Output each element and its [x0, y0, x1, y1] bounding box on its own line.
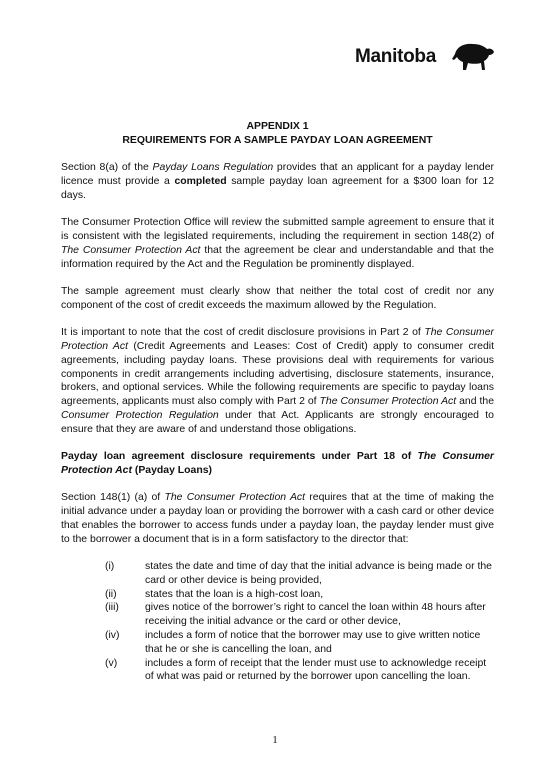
paragraph-section-148: Section 148(1) (a) of The Consumer Protection Act requires that at the time of making the initial advance under a payday loan or providing the borrower with a cash card or other device that enables the borrower to access funds under a payday loan, the payday lender must give to the borrower a document that is in a form satisfactory to the director that:	[61, 492, 494, 545]
paragraph-review: The Consumer Protection Office will review the submitted sample agreement to ensure that it is consistent with the legislated requirements, including the requirement in section 148(2) of The Consumer Protection Act that the agreement be clear and understandable and that the information required by the Act and the Regulation be prominently displayed.	[61, 217, 494, 270]
list-item: (v) includes a form of receipt that the lender must use to acknowledge receipt of what was paid or returned by the borrower upon cancelling the loan.	[105, 657, 487, 683]
list-item: (i) states the date and time of day that the initial advance is being made or the card or other device is being provided,	[105, 561, 492, 586]
bison-icon	[451, 40, 495, 72]
paragraph-part-2: It is important to note that the cost of credit disclosure provisions in Part 2 of The Consumer Protection Act (Credit Agreements and Leases: Cost of Credit) apply to consumer credit agreements, including payday loans. These provisions deal with requirements for various components in credit arrangements including advertising, disclosure statements, insurance, brokers, and optional services. While the following requirements are specific to payday loans agreements, applicants must also comply with Part 2 of The Consumer Protection Act and the Consumer Protection Regulation under that Act. Applicants are strongly encouraged to ensure that they are aware of and understand those obligations.	[61, 327, 495, 435]
document-body	[61, 120, 494, 684]
manitoba-logo	[355, 40, 500, 76]
paragraph-section-8a: Section 8(a) of the Payday Loans Regulation provides that an applicant for a payday lender licence must provide a completed sample payday loan agreement for a $300 loan for 12 days.	[61, 162, 495, 201]
logo-text: Manitoba	[355, 46, 436, 67]
section-heading: Payday loan agreement disclosure requirements under Part 18 of The Consumer Protection Act (Payday Loans)	[61, 451, 494, 476]
list-item: (iv) includes a form of notice that the borrower may use to give written notice that he or she is cancelling the loan, and	[105, 630, 481, 655]
requirements-list	[61, 560, 494, 684]
document-title: REQUIREMENTS FOR A SAMPLE PAYDAY LOAN AGREEMENT	[122, 134, 433, 146]
list-item: (ii) states that the loan is a high-cost loan,	[105, 588, 324, 600]
appendix-title: APPENDIX 1	[246, 121, 309, 132]
paragraph-cost-of-credit: The sample agreement must clearly show that neither the total cost of credit nor any component of the cost of credit exceeds the maximum allowed by the Regulation.	[61, 285, 494, 311]
page-number: 1	[272, 734, 278, 746]
list-item: (iii) gives notice of the borrower’s right to cancel the loan within 48 hours after receiving the initial advance or the card or other device,	[105, 602, 486, 628]
